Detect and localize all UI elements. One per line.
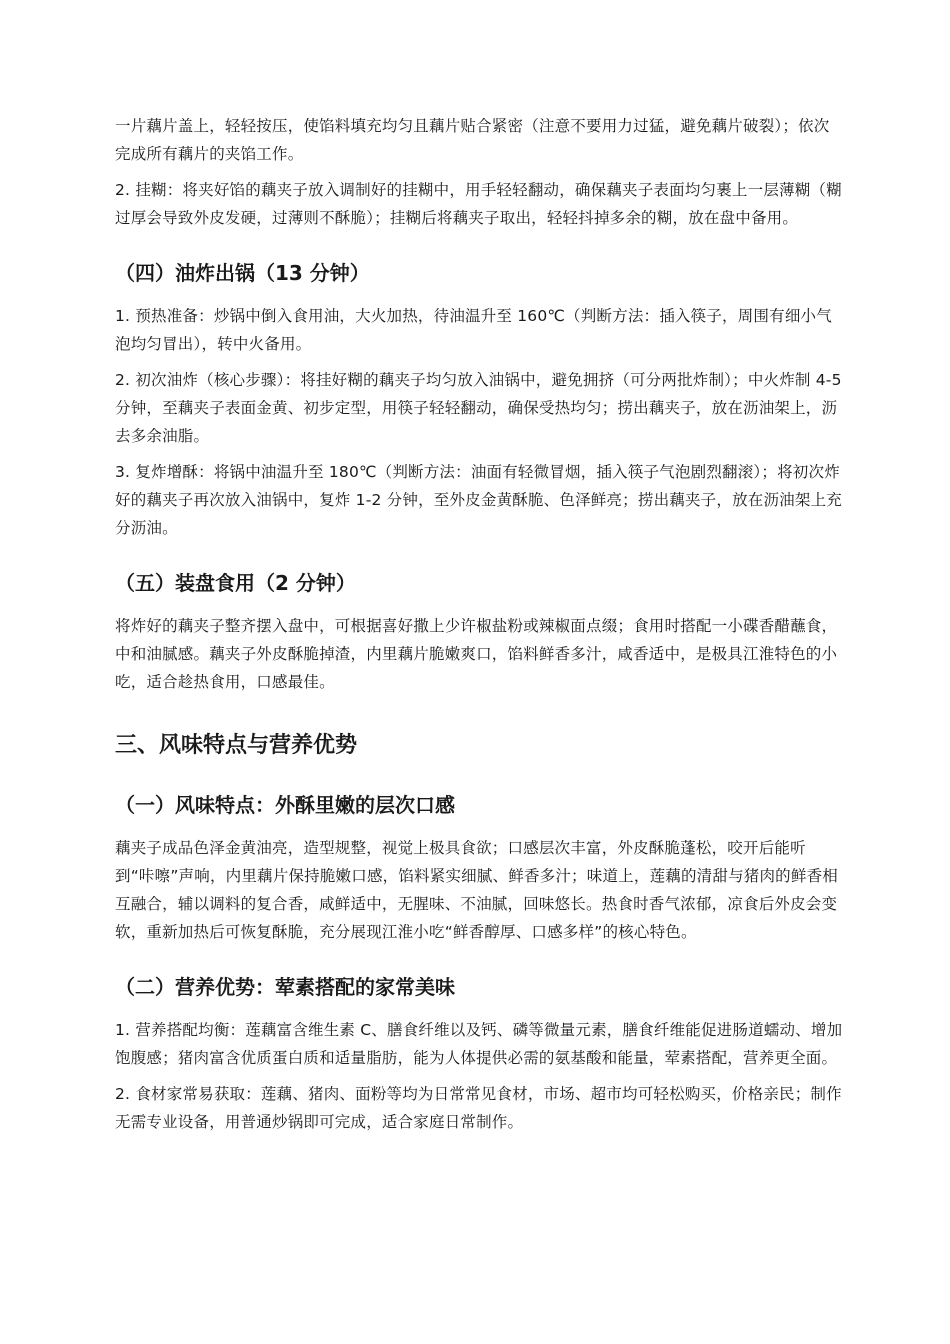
chapter3-sub2-paragraph-1: 1. 营养搭配均衡：莲藕富含维生素 C、膳食纤维以及钙、磷等微量元素，膳食纤维能促进肠道蠕动、增加饱腹感；猪肉富含优质蛋白质和适量脂肪，能为人体提供必需的氨基酸和能量，荤素搭配，营养更全面。: [115, 1021, 843, 1067]
section4-paragraph-1: 1. 预热准备：炒锅中倒入食用油，大火加热，待油温升至 160℃（判断方法：插入筷子，周围有细小气泡均匀冒出），转中火备用。: [115, 307, 832, 353]
chapter3-sub1-paragraph-1: 藕夹子成品色泽金黄油亮，造型规整，视觉上极具食欲；口感层次丰富，外皮酥脆蓬松，咬开后能听到“咔嚓”声响，内里藕片保持脆嫩口感，馅料紧实细腻、鲜香多汁；味道上，莲藕的清甜与猪肉的鲜香相互融合，辅以调料的复合香，咸鲜适中，无腥味、不油腻，回味悠长。热食时香气浓郁，凉食后外皮会变软，重新加热后可恢复酥脆，充分展现江淮小吃“鲜香醇厚、口感多样”的核心特色。: [115, 839, 838, 941]
section4-heading: （四）油炸出锅（13 分钟）: [115, 261, 370, 285]
intro-paragraph-2: 2. 挂糊：将夹好馅的藕夹子放入调制好的挂糊中，用手轻轻翻动，确保藕夹子表面均匀裹上一层薄糊（糊过厚会导致外皮发硬，过薄则不酥脆）；挂糊后将藕夹子取出，轻轻抖掉多余的糊，放在盘中备用。: [115, 181, 842, 227]
chapter3-sub1-heading: （一）风味特点：外酥里嫩的层次口感: [115, 793, 455, 817]
section4-paragraph-2: 2. 初次油炸（核心步骤）：将挂好糊的藕夹子均匀放入油锅中，避免拥挤（可分两批炸制）；中火炸制 4-5 分钟，至藕夹子表面金黄、初步定型，用筷子轻轻翻动，确保受热均匀；捞出藕夹子，放在沥油架上，沥去多余油脂。: [115, 371, 842, 445]
intro-paragraph-1: 一片藕片盖上，轻轻按压，使馅料填充均匀且藕片贴合紧密（注意不要用力过猛，避免藕片破裂）；依次完成所有藕片的夹馅工作。: [115, 117, 830, 163]
section5-heading: （五）装盘食用（2 分钟）: [115, 571, 356, 595]
chapter3-sub2-heading: （二）营养优势：荤素搭配的家常美味: [115, 975, 455, 999]
chapter3-heading: 三、风味特点与营养优势: [115, 733, 358, 758]
document-page: [115, 112, 843, 1136]
section5-paragraph-1: 将炸好的藕夹子整齐摆入盘中，可根据喜好撒上少许椒盐粉或辣椒面点缀；食用时搭配一小碟香醋蘸食，中和油腻感。藕夹子外皮酥脆掉渣，内里藕片脆嫩爽口，馅料鲜香多汁，咸香适中，是极具江淮特色的小吃，适合趁热食用，口感最佳。: [115, 617, 838, 691]
chapter3-sub2-paragraph-2: 2. 食材家常易获取：莲藕、猪肉、面粉等均为日常常见食材，市场、超市均可轻松购买，价格亲民；制作无需专业设备，用普通炒锅即可完成，适合家庭日常制作。: [115, 1085, 842, 1131]
section4-paragraph-3: 3. 复炸增酥：将锅中油温升至 180℃（判断方法：油面有轻微冒烟，插入筷子气泡剧烈翻滚）；将初次炸好的藕夹子再次放入油锅中，复炸 1-2 分钟，至外皮金黄酥脆、色泽鲜亮；捞出藕夹子，放在沥油架上充分沥油。: [115, 463, 842, 537]
